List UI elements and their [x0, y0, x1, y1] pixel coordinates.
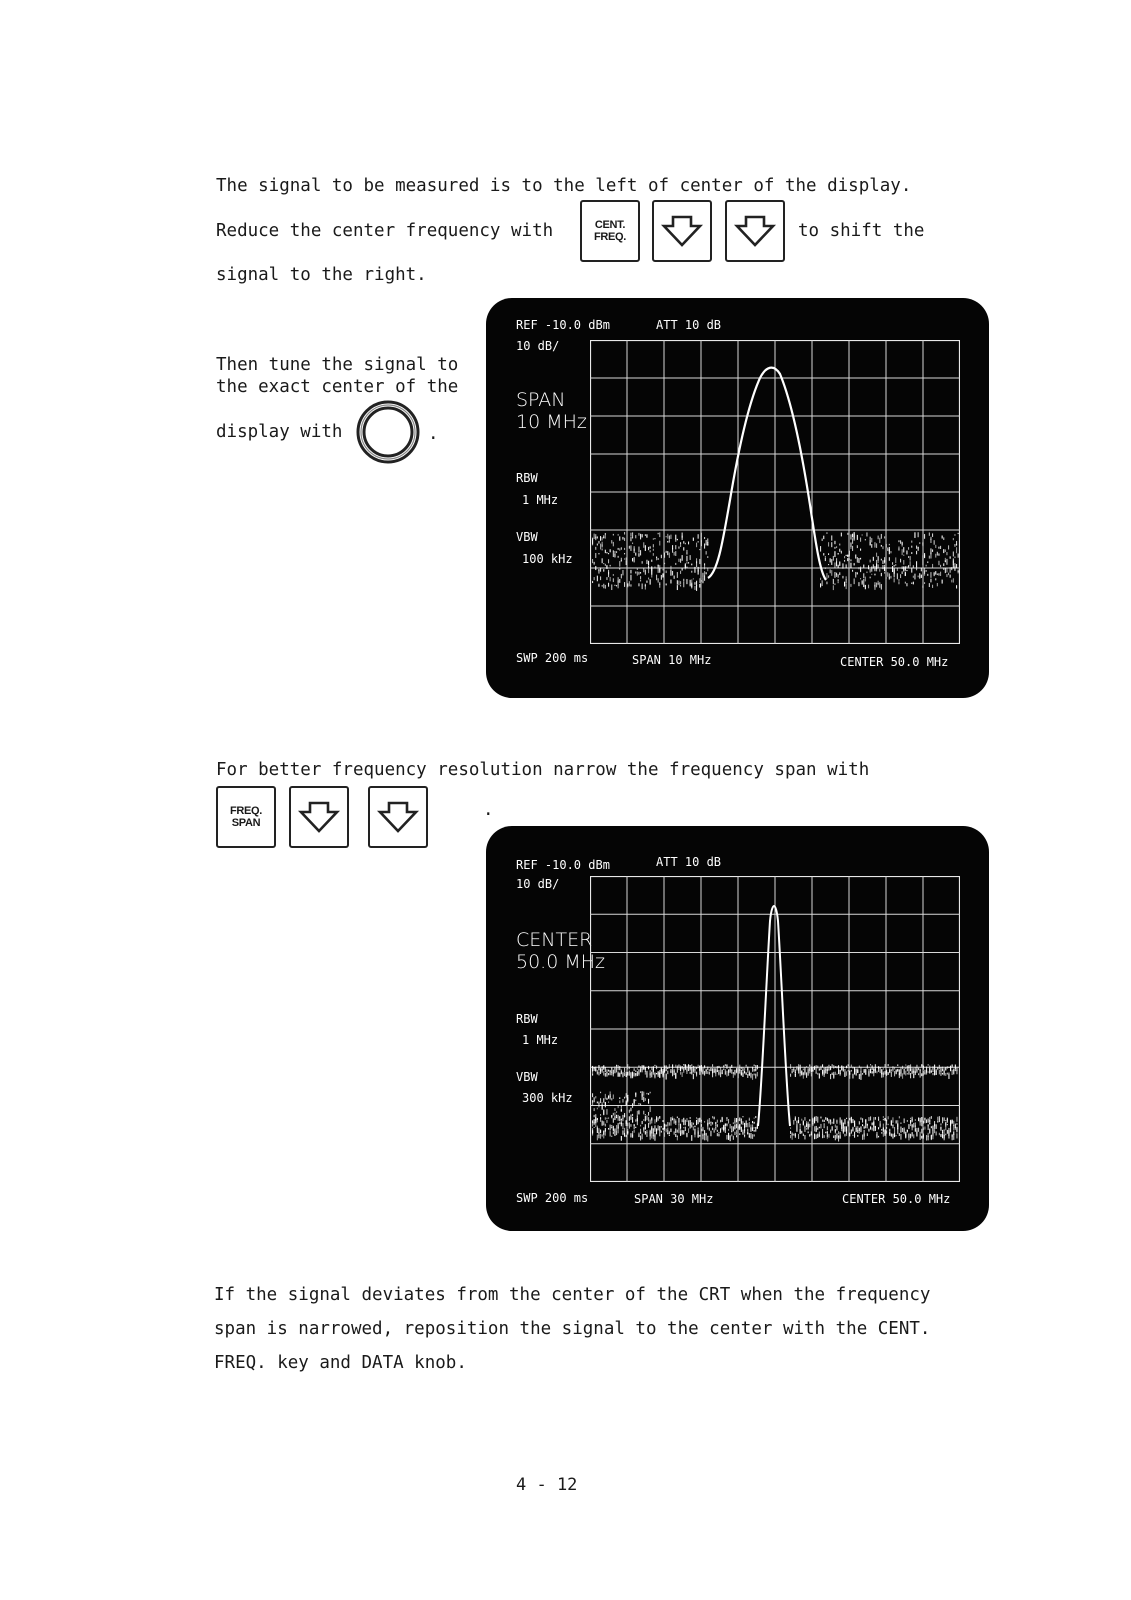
- big-readout-2: 10 MHz: [516, 411, 587, 433]
- crt-graticule: [590, 340, 960, 644]
- vbw-label: VBW: [516, 1070, 538, 1084]
- intro-line-2-start: Reduce the center frequency with: [216, 221, 554, 241]
- down-arrow-key-3[interactable]: [289, 786, 349, 848]
- rbw-label: RBW: [516, 471, 538, 485]
- ref-level: REF -10.0 dBm: [516, 858, 610, 872]
- vbw-value: 100 kHz: [522, 552, 573, 566]
- noise-floor: [592, 1116, 758, 1142]
- signal-trace: [708, 368, 826, 580]
- down-arrow-icon: [660, 213, 704, 249]
- tune-period: .: [428, 424, 439, 444]
- sweep-time: SWP 200 ms: [516, 651, 589, 665]
- vbw-label: VBW: [516, 530, 538, 544]
- rbw-value: 1 MHz: [522, 493, 559, 507]
- signal-trace: [758, 906, 790, 1126]
- down-arrow-key-2[interactable]: [725, 200, 785, 262]
- deviate-line-1: If the signal deviates from the center of the CRT when the frequency: [214, 1285, 931, 1305]
- cent-freq-key-label-1: CENT.: [594, 219, 626, 231]
- crt-display-1: [486, 298, 989, 698]
- down-arrow-icon: [297, 799, 341, 835]
- big-readout-1: SPAN: [516, 389, 566, 411]
- down-arrow-key-1[interactable]: [652, 200, 712, 262]
- down-arrow-icon: [376, 799, 420, 835]
- tune-line-1: Then tune the signal to: [216, 355, 459, 375]
- span-readout: SPAN 10 MHz: [632, 653, 712, 667]
- noise-floor: [592, 532, 708, 591]
- attenuation: ATT 10 dB: [656, 318, 722, 332]
- intro-line-1: The signal to be measured is to the left of center of the display.: [216, 176, 912, 196]
- crt-display-2: [486, 826, 989, 1231]
- tune-line-2: the exact center of the: [216, 377, 459, 397]
- page-number: 4 - 12: [516, 1475, 578, 1495]
- noise-floor: [592, 1064, 758, 1080]
- knob-icon[interactable]: [355, 399, 421, 465]
- cent-freq-key[interactable]: [580, 200, 640, 262]
- noise-floor: [790, 1116, 958, 1141]
- span-readout: SPAN 30 MHz: [634, 1192, 714, 1206]
- intro-line-2-end: to shift the: [798, 221, 925, 241]
- noise-floor: [592, 1091, 651, 1121]
- freq-span-key-label-1: FREQ.: [229, 805, 263, 817]
- scale: 10 dB/: [516, 877, 560, 891]
- sweep-time: SWP 200 ms: [516, 1191, 589, 1205]
- rbw-label: RBW: [516, 1012, 538, 1026]
- freq-span-key-label-2: SPAN: [231, 817, 261, 829]
- noise-floor: [790, 1064, 958, 1080]
- noise-floor: [820, 532, 959, 590]
- down-arrow-icon: [733, 213, 777, 249]
- down-arrow-key-4[interactable]: [368, 786, 428, 848]
- big-readout-1: CENTER: [516, 929, 593, 951]
- tune-line-3: display with: [216, 422, 343, 442]
- intro-line-3: signal to the right.: [216, 265, 427, 285]
- freq-span-key[interactable]: [216, 786, 276, 848]
- vbw-value: 300 kHz: [522, 1091, 573, 1105]
- rbw-value: 1 MHz: [522, 1033, 559, 1047]
- deviate-line-2: span is narrowed, reposition the signal to the center with the CENT.: [214, 1319, 931, 1339]
- crt-graticule: [590, 876, 960, 1182]
- big-readout-2: 50.0 MHz: [516, 951, 605, 973]
- attenuation: ATT 10 dB: [656, 855, 722, 869]
- narrow-line-1: For better frequency resolution narrow the frequency span with: [216, 760, 870, 780]
- scale: 10 dB/: [516, 339, 560, 353]
- center-readout: CENTER 50.0 MHz: [840, 655, 949, 669]
- deviate-line-3: FREQ. key and DATA knob.: [214, 1353, 467, 1373]
- ref-level: REF -10.0 dBm: [516, 318, 610, 332]
- center-readout: CENTER 50.0 MHz: [842, 1192, 951, 1206]
- narrow-period: .: [483, 800, 494, 820]
- cent-freq-key-label-2: FREQ.: [593, 231, 627, 243]
